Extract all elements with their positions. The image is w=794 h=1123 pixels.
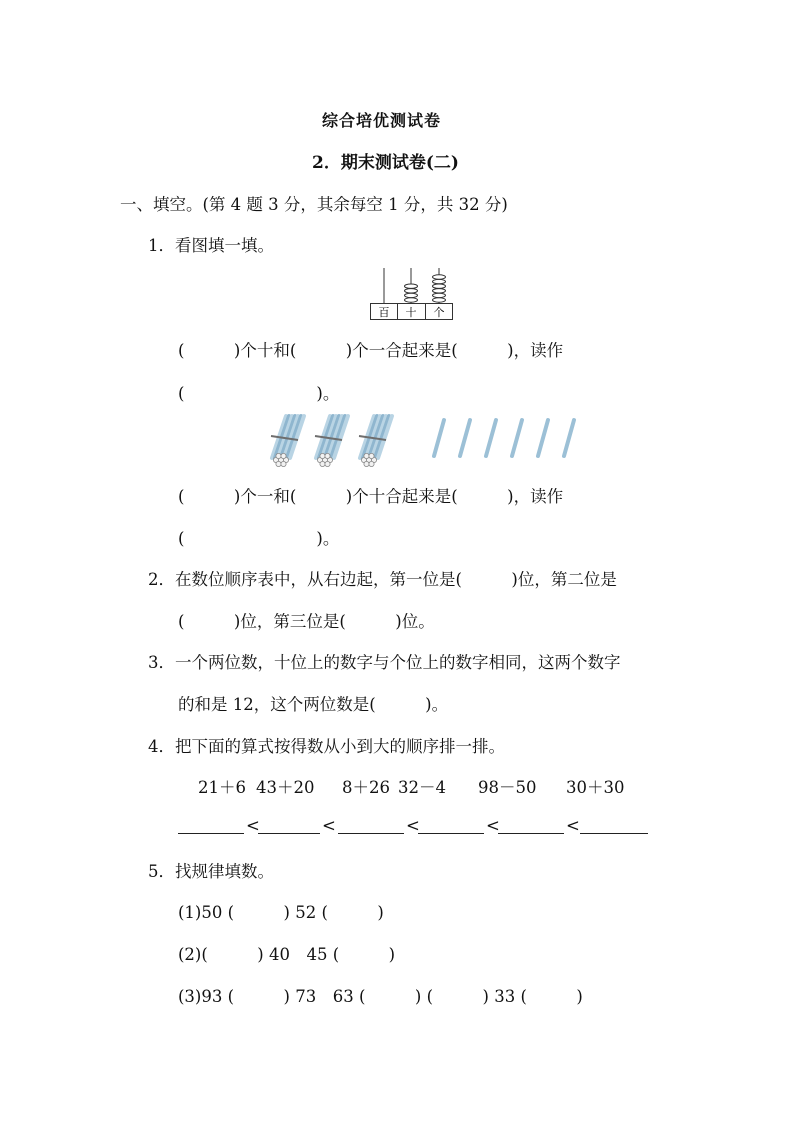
- order-blank-5[interactable]: [498, 833, 564, 834]
- expression-6: 30＋30: [566, 778, 625, 797]
- single-stick: [512, 420, 522, 456]
- single-stick: [538, 420, 548, 456]
- question-3-line-2: 的和是 12，这个两位数是( )。: [178, 695, 449, 714]
- order-blank-6[interactable]: [580, 833, 648, 834]
- question-1b-line-2: ( )。: [178, 529, 340, 548]
- expression-5: 98－50: [478, 778, 537, 797]
- question-2-line-1: 2．在数位顺序表中，从右边起，第一位是( )位，第二位是: [148, 570, 617, 589]
- order-blank-3[interactable]: [338, 833, 404, 834]
- abacus-bead-tens: [405, 289, 418, 293]
- less-than-1: <: [246, 816, 260, 835]
- sticks-figure: [268, 412, 588, 468]
- abacus-bead-ones: [433, 284, 446, 288]
- pattern-row-3: (3)93 ( ) 73 63 ( ) ( ) 33 ( ): [178, 987, 583, 1006]
- question-2-line-2: ( )位，第三位是( )位。: [178, 612, 435, 631]
- abacus-figure: [370, 268, 454, 322]
- abacus-bead-tens: [405, 298, 418, 302]
- order-blank-1[interactable]: [178, 833, 244, 834]
- expression-2: 43＋20: [256, 778, 315, 797]
- pattern-row-2: (2)( ) 40 45 ( ): [178, 945, 396, 964]
- abacus-bead-ones: [433, 275, 446, 279]
- pattern-row-1: (1)50 ( ) 52 ( ): [178, 903, 384, 922]
- less-than-4: <: [486, 816, 500, 835]
- question-1a-line-2: ( )。: [178, 384, 340, 403]
- order-blank-2[interactable]: [258, 833, 320, 834]
- abacus-label-hundreds: 百: [378, 306, 390, 319]
- stick-bundle: [315, 416, 348, 467]
- question-1a-line-1: ( )个十和( )个一合起来是( )，读作: [178, 341, 564, 360]
- single-stick: [460, 420, 470, 456]
- question-1-label: 1．看图填一填。: [148, 236, 274, 255]
- question-4-label: 4．把下面的算式按得数从小到大的顺序排一排。: [148, 737, 505, 756]
- single-stick: [486, 420, 496, 456]
- abacus-label-ones: 个: [433, 306, 445, 319]
- question-3-line-1: 3．一个两位数，十位上的数字与个位上的数字相同，这两个数字: [148, 653, 621, 672]
- abacus-bead-ones: [433, 298, 446, 302]
- expression-4: 32－4: [398, 778, 446, 797]
- expression-1: 21＋6: [198, 778, 246, 797]
- abacus-bead-ones: [433, 279, 446, 283]
- stick-bundle: [359, 416, 392, 467]
- page-title: 2．期末测试卷(二): [312, 153, 459, 173]
- single-stick: [564, 420, 574, 456]
- expression-3: 8＋26: [342, 778, 390, 797]
- order-blank-4[interactable]: [418, 833, 484, 834]
- less-than-5: <: [566, 816, 580, 835]
- abacus-bead-tens: [405, 293, 418, 297]
- less-than-2: <: [322, 816, 336, 835]
- question-5-label: 5．找规律填数。: [148, 862, 274, 881]
- abacus-label-tens: 十: [405, 306, 417, 319]
- series-title: 综合培优测试卷: [322, 111, 442, 130]
- abacus-bead-tens: [405, 284, 418, 288]
- single-stick: [434, 420, 444, 456]
- less-than-3: <: [406, 816, 420, 835]
- abacus-bead-ones: [433, 293, 446, 297]
- question-1b-line-1: ( )个一和( )个十合起来是( )，读作: [178, 487, 564, 506]
- stick-bundle: [271, 416, 304, 467]
- section-heading: 一、填空。(第 4 题 3 分，其余每空 1 分，共 32 分): [120, 195, 508, 214]
- abacus-bead-ones: [433, 289, 446, 293]
